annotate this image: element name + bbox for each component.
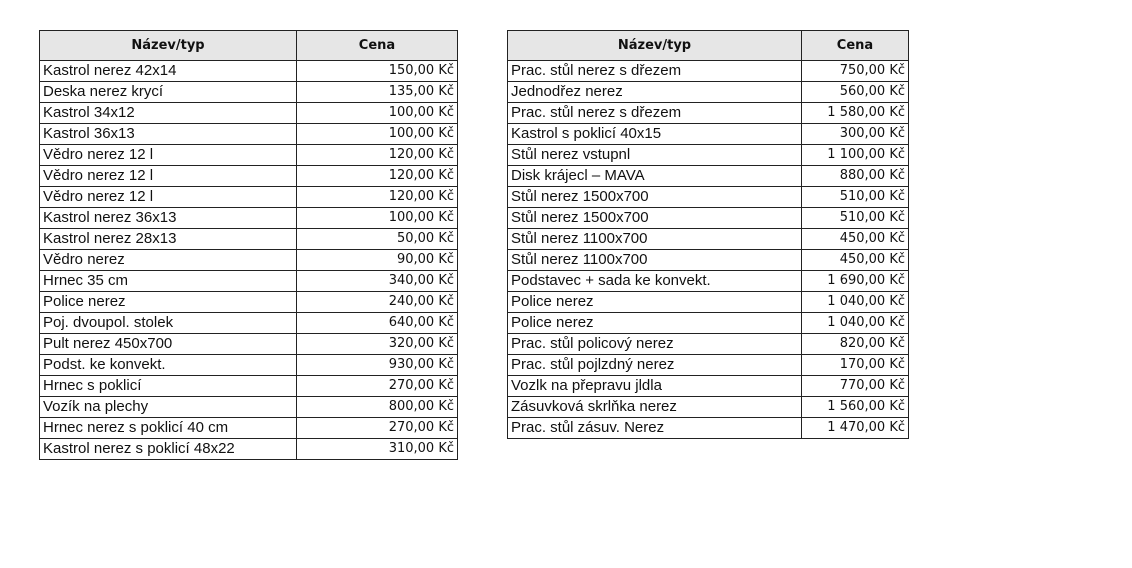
item-name-cell: Vozík na plechy xyxy=(40,397,297,418)
item-price-cell: 1 580,00 Kč xyxy=(802,103,909,124)
item-price-cell: 800,00 Kč xyxy=(297,397,458,418)
item-price-cell: 300,00 Kč xyxy=(802,124,909,145)
item-name-cell: Zásuvková skrlňka nerez xyxy=(508,397,802,418)
item-name-cell: Hrnec s poklicí xyxy=(40,376,297,397)
table-row xyxy=(508,208,909,229)
table-row xyxy=(40,418,458,439)
item-name-cell: Poj. dvoupol. stolek xyxy=(40,313,297,334)
item-name-cell: Stůl nerez 1500x700 xyxy=(508,187,802,208)
table-row xyxy=(508,418,909,439)
table-row xyxy=(40,82,458,103)
item-price-cell: 1 040,00 Kč xyxy=(802,292,909,313)
table-row xyxy=(508,271,909,292)
table-row xyxy=(40,103,458,124)
table-row xyxy=(40,271,458,292)
item-name-cell: Prac. stůl policový nerez xyxy=(508,334,802,355)
item-name-cell: Prac. stůl pojlzdný nerez xyxy=(508,355,802,376)
item-name-cell: Disk krájecl – MAVA xyxy=(508,166,802,187)
item-price-cell: 640,00 Kč xyxy=(297,313,458,334)
item-price-cell: 100,00 Kč xyxy=(297,103,458,124)
table-row xyxy=(40,355,458,376)
item-name-cell: Hrnec 35 cm xyxy=(40,271,297,292)
table-row xyxy=(40,208,458,229)
item-name-cell: Kastrol 34x12 xyxy=(40,103,297,124)
item-price-cell: 510,00 Kč xyxy=(802,208,909,229)
table-row xyxy=(508,355,909,376)
item-price-cell: 340,00 Kč xyxy=(297,271,458,292)
table-row xyxy=(40,229,458,250)
table-row xyxy=(508,166,909,187)
item-name-cell: Hrnec nerez s poklicí 40 cm xyxy=(40,418,297,439)
item-price-cell: 120,00 Kč xyxy=(297,166,458,187)
item-price-cell: 120,00 Kč xyxy=(297,145,458,166)
column-header-price: Cena xyxy=(802,31,909,61)
table-row xyxy=(40,145,458,166)
item-name-cell: Kastrol s poklicí 40x15 xyxy=(508,124,802,145)
table-row xyxy=(40,376,458,397)
table-row xyxy=(40,124,458,145)
item-name-cell: Police nerez xyxy=(508,292,802,313)
table-row xyxy=(508,103,909,124)
table-row xyxy=(508,397,909,418)
item-name-cell: Prac. stůl nerez s dřezem xyxy=(508,61,802,82)
table-row xyxy=(40,61,458,82)
item-name-cell: Prac. stůl zásuv. Nerez xyxy=(508,418,802,439)
item-name-cell: Podstavec + sada ke konvekt. xyxy=(508,271,802,292)
table-row xyxy=(40,187,458,208)
table-row xyxy=(508,82,909,103)
item-price-cell: 930,00 Kč xyxy=(297,355,458,376)
table-row xyxy=(508,376,909,397)
item-name-cell: Vědro nerez 12 l xyxy=(40,187,297,208)
item-price-cell: 270,00 Kč xyxy=(297,376,458,397)
table-row xyxy=(40,292,458,313)
item-name-cell: Prac. stůl nerez s dřezem xyxy=(508,103,802,124)
table-row xyxy=(40,397,458,418)
item-price-cell: 820,00 Kč xyxy=(802,334,909,355)
item-name-cell: Kastrol nerez 28x13 xyxy=(40,229,297,250)
item-price-cell: 150,00 Kč xyxy=(297,61,458,82)
item-price-cell: 1 560,00 Kč xyxy=(802,397,909,418)
item-name-cell: Kastrol 36x13 xyxy=(40,124,297,145)
table-header-row xyxy=(508,31,909,61)
column-header-name: Název/typ xyxy=(40,31,297,61)
item-name-cell: Kastrol nerez 36x13 xyxy=(40,208,297,229)
item-name-cell: Vozlk na přepravu jldla xyxy=(508,376,802,397)
item-name-cell: Vědro nerez 12 l xyxy=(40,145,297,166)
table-row xyxy=(40,166,458,187)
item-price-cell: 320,00 Kč xyxy=(297,334,458,355)
table-row xyxy=(508,292,909,313)
item-price-cell: 100,00 Kč xyxy=(297,124,458,145)
price-table-right xyxy=(507,30,909,439)
table-row xyxy=(40,313,458,334)
item-price-cell: 1 470,00 Kč xyxy=(802,418,909,439)
table-header-row xyxy=(40,31,458,61)
table-row xyxy=(508,229,909,250)
item-price-cell: 170,00 Kč xyxy=(802,355,909,376)
table-row xyxy=(508,187,909,208)
item-price-cell: 50,00 Kč xyxy=(297,229,458,250)
item-price-cell: 100,00 Kč xyxy=(297,208,458,229)
table-row xyxy=(40,439,458,460)
item-name-cell: Stůl nerez vstupnl xyxy=(508,145,802,166)
item-price-cell: 770,00 Kč xyxy=(802,376,909,397)
item-price-cell: 240,00 Kč xyxy=(297,292,458,313)
item-name-cell: Stůl nerez 1100x700 xyxy=(508,250,802,271)
item-name-cell: Deska nerez krycí xyxy=(40,82,297,103)
item-price-cell: 120,00 Kč xyxy=(297,187,458,208)
item-name-cell: Podst. ke konvekt. xyxy=(40,355,297,376)
item-price-cell: 750,00 Kč xyxy=(802,61,909,82)
item-name-cell: Jednodřez nerez xyxy=(508,82,802,103)
table-row xyxy=(508,145,909,166)
item-name-cell: Vědro nerez 12 l xyxy=(40,166,297,187)
item-name-cell: Police nerez xyxy=(508,313,802,334)
item-price-cell: 135,00 Kč xyxy=(297,82,458,103)
item-price-cell: 90,00 Kč xyxy=(297,250,458,271)
item-price-cell: 560,00 Kč xyxy=(802,82,909,103)
table-row xyxy=(508,250,909,271)
item-price-cell: 1 040,00 Kč xyxy=(802,313,909,334)
item-price-cell: 310,00 Kč xyxy=(297,439,458,460)
item-price-cell: 1 690,00 Kč xyxy=(802,271,909,292)
item-name-cell: Kastrol nerez 42x14 xyxy=(40,61,297,82)
item-price-cell: 510,00 Kč xyxy=(802,187,909,208)
table-row xyxy=(508,313,909,334)
item-name-cell: Vědro nerez xyxy=(40,250,297,271)
price-table-left xyxy=(39,30,458,460)
item-price-cell: 1 100,00 Kč xyxy=(802,145,909,166)
item-name-cell: Pult nerez 450x700 xyxy=(40,334,297,355)
item-price-cell: 450,00 Kč xyxy=(802,229,909,250)
item-price-cell: 270,00 Kč xyxy=(297,418,458,439)
item-price-cell: 880,00 Kč xyxy=(802,166,909,187)
table-row xyxy=(508,124,909,145)
item-name-cell: Police nerez xyxy=(40,292,297,313)
table-row xyxy=(508,61,909,82)
item-name-cell: Stůl nerez 1100x700 xyxy=(508,229,802,250)
column-header-price: Cena xyxy=(297,31,458,61)
table-row xyxy=(40,334,458,355)
table-row xyxy=(40,250,458,271)
column-header-name: Název/typ xyxy=(508,31,802,61)
item-price-cell: 450,00 Kč xyxy=(802,250,909,271)
item-name-cell: Stůl nerez 1500x700 xyxy=(508,208,802,229)
table-row xyxy=(508,334,909,355)
item-name-cell: Kastrol nerez s poklicí 48x22 xyxy=(40,439,297,460)
